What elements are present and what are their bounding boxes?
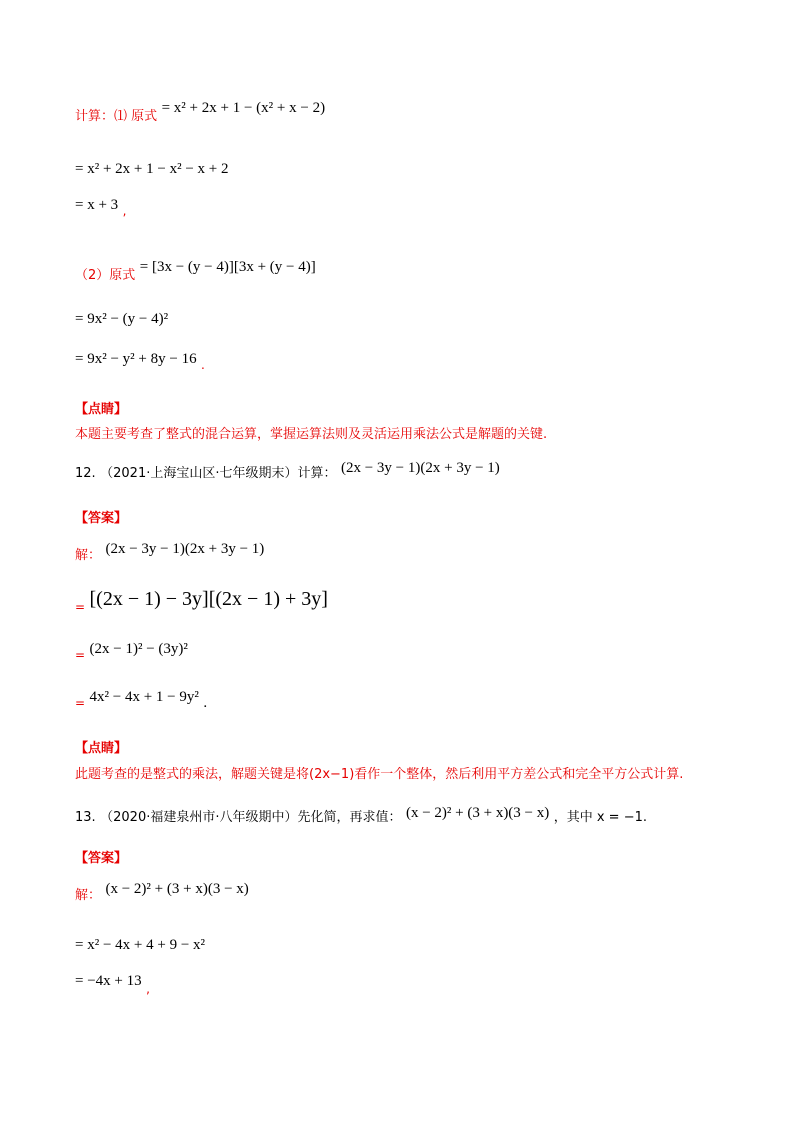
comment11-text: 本题主要考查了整式的混合运算，掌握运算法则及灵活运用乘法公式是解题的关键. [75,427,548,442]
sol11-p2-expr: = [3x − (y − 4)][3x + (y − 4)] [139,259,316,275]
q13-line [75,805,647,827]
ans13-heading: 【答案】 [75,851,128,866]
comment11-heading: 【点睛】 [75,402,128,417]
q13-source: （2020·福建泉州市·八年级期中）先化简，再求值： [100,810,402,825]
q13-expr: (x − 2)² + (3 + x)(3 − x) [405,805,550,821]
ans12-step1-line [75,588,328,614]
sol11-p1-step1: = x² + 2x + 1 − x² − x + 2 [75,161,229,177]
ans13-expr-line [75,880,249,903]
ans12-step3-eq: = [75,696,86,710]
q13-number: 13. [75,810,96,825]
comment12-heading: 【点睛】 [75,741,128,756]
sol11-p1-step2-line [75,196,127,218]
ans13-step2: = −4x + 13 [75,973,142,989]
ans12-heading: 【答案】 [75,511,128,526]
sol11-p1-expr: = x² + 2x + 1 − (x² + x − 2) [161,100,326,116]
ans13-step2-line [75,972,150,996]
ans13-expr: (x − 2)² + (3 + x)(3 − x) [105,881,249,897]
q12-source: （2021·上海宝山区·七年级期末）计算： [100,466,337,481]
ans12-step2: (2x − 1)² − (3y)² [89,641,188,657]
sol11-p2-step2-line [75,350,205,372]
ans12-step1-eq: = [75,600,86,614]
q12-number: 12. [75,466,96,481]
sol11-p1-step2: = x + 3 [75,197,119,213]
ans12-step3-end: . [203,695,208,711]
ans12-step3-line [75,688,208,711]
q13-cond: ，其中 x = −1. [553,810,647,825]
ans13-step1: = x² − 4x + 4 + 9 − x² [75,937,206,953]
ans12-expr-line [75,540,265,563]
comment12-text: 此题考查的是整式的乘法，解题关键是将(2x−1)看作一个整体，然后利用平方差公式和完全平方公式计算. [75,767,684,782]
sol11-p1-label: 计算：⑴ 原式 [75,109,158,124]
ans12-step3: 4x² − 4x + 1 − 9y² [89,689,199,705]
ans13-step2-end: , [146,982,150,996]
ans13-solve-label: 解： [75,888,102,903]
sol11-p1-step2-end: , [122,204,127,218]
sol11-p1-line [75,100,326,126]
q12-expr: (2x − 3y − 1)(2x + 3y − 1) [340,460,500,476]
sol11-p2-label: （2）原式 [75,268,136,283]
ans12-expr: (2x − 3y − 1)(2x + 3y − 1) [105,541,265,557]
sol11-p2-step2: = 9x² − y² + 8y − 16 [75,351,197,367]
ans12-step2-line [75,640,188,662]
ans12-step1: [(2x − 1) − 3y][(2x − 1) + 3y] [89,588,328,610]
sol11-p2-line [75,258,316,283]
sol11-p2-step2-end: . [201,358,205,372]
sol11-p2-step1: = 9x² − (y − 4)² [75,311,169,327]
ans12-step2-eq: = [75,648,86,662]
ans12-solve-label: 解： [75,548,102,563]
q12-line [75,460,500,483]
